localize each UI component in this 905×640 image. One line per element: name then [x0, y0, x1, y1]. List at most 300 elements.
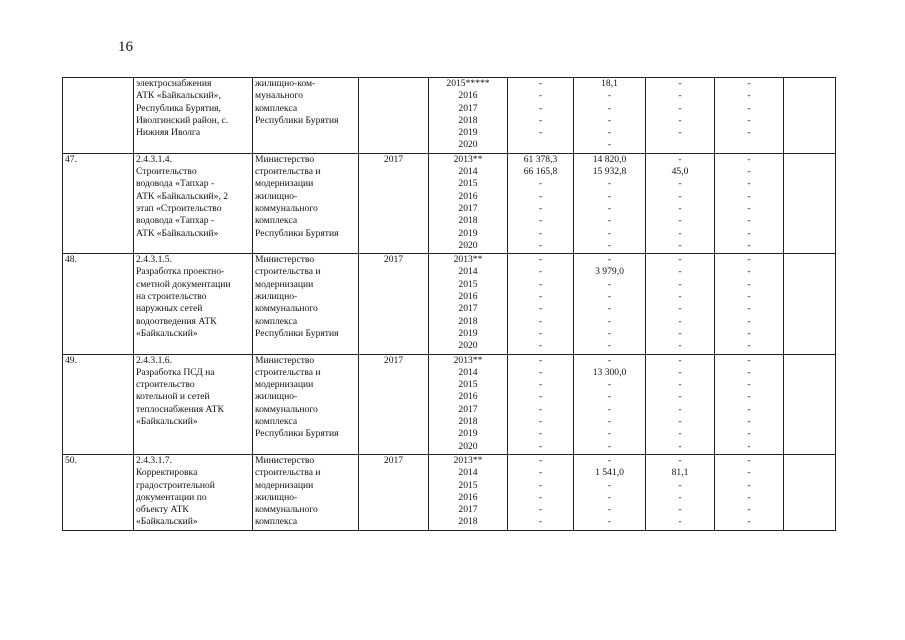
measure-name-line: АТК «Байкальский»,	[136, 90, 221, 102]
executor-cell	[253, 254, 359, 354]
value-b-line: -	[607, 428, 612, 440]
value-c-line: -	[678, 379, 682, 391]
value-c-cell	[646, 354, 715, 454]
measure-name-line: градостроительной	[136, 479, 215, 491]
executor-line: строительства и	[255, 266, 321, 278]
value-c-line: -	[678, 403, 682, 415]
value-b-line: -	[607, 90, 612, 102]
item-number: 50.	[65, 454, 77, 466]
value-d-line: -	[747, 454, 751, 466]
year-line: 2016	[458, 491, 478, 503]
value-b-line: -	[607, 391, 612, 403]
years-cell	[429, 254, 508, 354]
value-c-cell	[646, 454, 715, 530]
measure-name-line: сметной документации	[136, 278, 231, 290]
value-a-line: -	[538, 102, 543, 114]
value-c-cell	[646, 78, 715, 154]
value-d-line: -	[747, 239, 751, 251]
value-a-cell	[508, 354, 574, 454]
year-line: 2018	[458, 315, 478, 327]
year-line: 2013**	[453, 153, 483, 165]
table-row	[63, 153, 836, 253]
executor-line: Министерство	[255, 153, 315, 165]
page-number: 16	[118, 39, 133, 55]
executor-line: Республики Бурятия	[255, 428, 339, 440]
executor-line: модернизации	[255, 278, 314, 290]
year-line: 2017	[458, 303, 478, 315]
start-year: 2017	[383, 153, 404, 165]
year-line: 2020	[458, 340, 478, 352]
value-d-line: -	[747, 479, 751, 491]
value-a-line: -	[538, 467, 543, 479]
value-c-line: -	[678, 340, 682, 352]
value-b-line: -	[607, 327, 612, 339]
year-line: 2017	[458, 202, 478, 214]
year-line: 2015	[458, 278, 478, 290]
year-line: 2019	[458, 428, 478, 440]
year-line: 2013**	[453, 254, 483, 266]
measure-name-line: этап «Строительство	[136, 202, 222, 214]
value-c-line	[648, 139, 712, 151]
value-c-line: -	[678, 504, 682, 516]
executor-line: комплекса	[255, 516, 298, 528]
executor-line: Республики Бурятия	[255, 227, 339, 239]
value-a-line: -	[538, 428, 543, 440]
years-cell	[429, 153, 508, 253]
value-c-line: -	[678, 178, 682, 190]
value-d-line: -	[747, 227, 751, 239]
value-b-cell	[574, 354, 646, 454]
measure-name-cell	[134, 78, 253, 154]
start-year-cell	[359, 78, 429, 154]
value-c-line: 81,1	[671, 467, 689, 479]
measure-name-cell	[134, 254, 253, 354]
value-a-line: -	[538, 202, 543, 214]
value-d-line: -	[747, 504, 751, 516]
value-d-line: -	[747, 114, 751, 126]
executor-line: Министерство	[255, 354, 315, 366]
value-d-line: -	[747, 467, 751, 479]
value-c-line: -	[678, 491, 682, 503]
measure-name-line: Разработка проектно-	[136, 266, 225, 278]
year-line: 2015	[458, 479, 478, 491]
value-b-line: -	[607, 202, 612, 214]
measure-name-line: документации по	[136, 491, 207, 503]
item-number-cell	[63, 78, 134, 154]
measure-name-line: на строительство	[136, 291, 207, 303]
years-cell	[429, 78, 508, 154]
value-a-line: -	[538, 504, 543, 516]
executor-line: жилищно-	[255, 291, 298, 303]
measures-table	[62, 77, 836, 531]
measure-name-line: 2.4.3.1.7.	[136, 454, 172, 466]
value-a-line: -	[538, 516, 543, 528]
year-line: 2016	[458, 190, 478, 202]
executor-line: Республики Бурятия	[255, 114, 339, 126]
value-a-line: -	[538, 303, 543, 315]
value-b-line: -	[607, 491, 612, 503]
executor-line: Министерство	[255, 254, 315, 266]
value-d-line: -	[747, 303, 751, 315]
value-a-line: -	[538, 178, 543, 190]
value-b-line: -	[607, 479, 612, 491]
executor-line: мунального	[255, 90, 303, 102]
value-c-line: -	[678, 516, 682, 528]
measure-name-line: водовода «Тапхар -	[136, 178, 215, 190]
executor-line: коммунального	[255, 403, 318, 415]
start-year-cell	[359, 354, 429, 454]
value-a-line: -	[538, 190, 543, 202]
measure-name-line: АТК «Байкальский»	[136, 227, 219, 239]
value-c-line: -	[678, 190, 682, 202]
value-a-line	[510, 139, 571, 151]
value-d-line: -	[747, 254, 751, 266]
value-c-line: -	[678, 366, 682, 378]
measure-name-line: 2.4.3.1.5.	[136, 254, 172, 266]
value-d-line: -	[747, 215, 751, 227]
value-a-cell	[508, 153, 574, 253]
value-c-line: -	[678, 127, 682, 139]
value-b-line: -	[607, 440, 612, 452]
value-d-line: -	[747, 78, 751, 89]
measure-name-line: электроснабжения	[136, 78, 212, 89]
measure-name-line: объекту АТК	[136, 504, 189, 516]
value-a-line: -	[538, 254, 543, 266]
value-d-line: -	[747, 102, 751, 114]
value-c-line: -	[678, 153, 682, 165]
start-year-cell	[359, 454, 429, 530]
value-c-line: -	[678, 90, 682, 102]
measure-name-cell	[134, 354, 253, 454]
year-line: 2018	[458, 516, 478, 528]
year-line: 2020	[458, 440, 478, 452]
value-a-line: -	[538, 403, 543, 415]
value-c-line: 45,0	[671, 166, 689, 178]
empty-cell	[784, 254, 836, 354]
year-line: 2017	[458, 403, 478, 415]
table-row	[63, 254, 836, 354]
year-line: 2016	[458, 291, 478, 303]
executor-line: комплекса	[255, 416, 298, 428]
measure-name-line: Иволгинский район, с.	[136, 114, 229, 126]
start-year: 2017	[383, 254, 404, 266]
value-b-line: -	[607, 416, 612, 428]
value-b-line: -	[607, 215, 612, 227]
executor-line: коммунального	[255, 303, 318, 315]
value-a-line: -	[538, 278, 543, 290]
year-line: 2015	[458, 379, 478, 391]
year-line: 2014	[458, 467, 478, 479]
executor-line: строительства и	[255, 366, 321, 378]
value-a-cell	[508, 454, 574, 530]
value-d-line: -	[747, 178, 751, 190]
start-year-cell	[359, 153, 429, 253]
value-a-line: -	[538, 340, 543, 352]
value-a-line: -	[538, 90, 543, 102]
value-d-line: -	[747, 153, 751, 165]
year-line: 2014	[458, 366, 478, 378]
value-c-line: -	[678, 479, 682, 491]
empty-cell	[784, 78, 836, 154]
value-c-line: -	[678, 354, 682, 366]
item-number-cell	[63, 153, 134, 253]
value-b-cell	[574, 454, 646, 530]
value-c-line: -	[678, 303, 682, 315]
item-number-cell	[63, 354, 134, 454]
year-line: 2017	[458, 102, 478, 114]
value-b-line: -	[607, 303, 612, 315]
year-line: 2015	[458, 178, 478, 190]
measure-name-line: Республика Бурятия,	[136, 102, 221, 114]
item-number-cell	[63, 454, 134, 530]
measure-name-line: Нижняя Иволга	[136, 127, 201, 139]
year-line: 2016	[458, 90, 478, 102]
measure-name-line: теплоснабжения АТК	[136, 403, 224, 415]
executor-line: модернизации	[255, 178, 314, 190]
value-d-line: -	[747, 391, 751, 403]
value-b-line: -	[607, 127, 612, 139]
executor-line: комплекса	[255, 315, 298, 327]
value-b-line: -	[607, 379, 612, 391]
item-number: 49.	[65, 354, 77, 366]
executor-line: модернизации	[255, 379, 314, 391]
value-d-line	[717, 139, 781, 151]
value-d-cell	[715, 254, 784, 354]
value-d-line: -	[747, 340, 751, 352]
value-a-line: 61 378,3	[523, 153, 558, 165]
table-row	[63, 454, 836, 530]
value-d-line: -	[747, 291, 751, 303]
value-c-line: -	[678, 291, 682, 303]
year-line: 2013**	[453, 454, 483, 466]
years-cell	[429, 454, 508, 530]
year-line: 2017	[458, 504, 478, 516]
value-d-line: -	[747, 440, 751, 452]
executor-line: жилищно-	[255, 491, 298, 503]
year-line: 2016	[458, 391, 478, 403]
value-a-line: -	[538, 366, 543, 378]
value-c-line: -	[678, 114, 682, 126]
year-line: 2015*****	[446, 78, 490, 89]
year-line: 2014	[458, 266, 478, 278]
measure-name-line: АТК «Байкальский», 2	[136, 190, 229, 202]
table-row	[63, 354, 836, 454]
executor-line: комплекса	[255, 215, 298, 227]
value-a-line: -	[538, 440, 543, 452]
value-b-cell	[574, 78, 646, 154]
executor-line: Министерство	[255, 454, 315, 466]
year-line: 2019	[458, 327, 478, 339]
executor-cell	[253, 153, 359, 253]
value-c-line: -	[678, 227, 682, 239]
value-c-line: -	[678, 416, 682, 428]
value-b-line: 15 932,8	[592, 166, 627, 178]
value-c-line: -	[678, 428, 682, 440]
value-a-line: -	[538, 454, 543, 466]
value-d-line: -	[747, 366, 751, 378]
value-c-line: -	[678, 327, 682, 339]
empty-cell	[784, 454, 836, 530]
value-d-line: -	[747, 90, 751, 102]
measure-name-line: Строительство	[136, 166, 197, 178]
value-b-line: -	[607, 315, 612, 327]
executor-line: жилищно-	[255, 391, 298, 403]
years-cell	[429, 354, 508, 454]
value-b-line: -	[607, 102, 612, 114]
executor-cell	[253, 454, 359, 530]
value-a-line: -	[538, 491, 543, 503]
measure-name-line: Разработка ПСД на	[136, 366, 215, 378]
measure-name-line: 2.4.3.1.6.	[136, 354, 172, 366]
value-c-cell	[646, 254, 715, 354]
year-line: 2018	[458, 114, 478, 126]
value-b-line: 13 300,0	[592, 366, 627, 378]
value-d-line: -	[747, 491, 751, 503]
value-a-line: -	[538, 239, 543, 251]
empty-cell	[784, 354, 836, 454]
year-line: 2014	[458, 166, 478, 178]
value-c-line: -	[678, 440, 682, 452]
value-d-line: -	[747, 379, 751, 391]
value-b-line: -	[607, 454, 612, 466]
value-d-line: -	[747, 354, 751, 366]
value-c-line: -	[678, 454, 682, 466]
value-a-line: -	[538, 416, 543, 428]
executor-cell	[253, 354, 359, 454]
value-b-line: -	[607, 354, 612, 366]
value-a-line: -	[538, 266, 543, 278]
value-c-line: -	[678, 278, 682, 290]
value-d-line: -	[747, 190, 751, 202]
value-a-line: 66 165,8	[523, 166, 558, 178]
measure-name-line: водовода «Тапхар -	[136, 215, 215, 227]
executor-cell	[253, 78, 359, 154]
value-b-line: 18,1	[601, 78, 618, 89]
measure-name-line: наружных сетей	[136, 303, 203, 315]
item-number-cell	[63, 254, 134, 354]
executor-line: комплекса	[255, 102, 298, 114]
value-b-cell	[574, 153, 646, 253]
start-year: 2017	[383, 354, 404, 366]
table-body	[63, 78, 836, 531]
value-a-line: -	[538, 327, 543, 339]
executor-line: Республики Бурятия	[255, 327, 339, 339]
value-c-line: -	[678, 102, 682, 114]
executor-line: коммунального	[255, 202, 318, 214]
value-b-cell	[574, 254, 646, 354]
year-line: 2019	[458, 227, 478, 239]
value-b-line: -	[607, 254, 612, 266]
value-a-line: -	[538, 315, 543, 327]
year-line: 2013**	[453, 354, 483, 366]
item-number: 47.	[65, 153, 77, 165]
value-c-line: -	[678, 239, 682, 251]
measure-name-line: «Байкальский»	[136, 327, 198, 339]
measure-name-line: водоотведения АТК	[136, 315, 217, 327]
measure-name-line: котельной и сетей	[136, 391, 210, 403]
value-d-cell	[715, 354, 784, 454]
value-c-line: -	[678, 266, 682, 278]
executor-line: коммунального	[255, 504, 318, 516]
value-b-line: -	[607, 291, 612, 303]
year-line: 2019	[458, 127, 478, 139]
value-d-line: -	[747, 127, 751, 139]
value-d-line: -	[747, 315, 751, 327]
value-d-line: -	[747, 266, 751, 278]
value-d-cell	[715, 454, 784, 530]
executor-line: модернизации	[255, 479, 314, 491]
value-c-line: -	[678, 215, 682, 227]
value-d-cell	[715, 78, 784, 154]
value-b-line: 14 820,0	[592, 153, 627, 165]
value-c-cell	[646, 153, 715, 253]
value-a-line: -	[538, 78, 543, 89]
start-year: 2017	[383, 454, 404, 466]
year-line: 2020	[458, 139, 478, 151]
value-b-line: -	[607, 340, 612, 352]
value-a-line: -	[538, 391, 543, 403]
measure-name-line: «Байкальский»	[136, 416, 198, 428]
value-c-line: -	[678, 78, 682, 89]
value-a-line: -	[538, 227, 543, 239]
value-a-line: -	[538, 114, 543, 126]
value-c-line: -	[678, 391, 682, 403]
value-d-line: -	[747, 202, 751, 214]
executor-line: строительства и	[255, 467, 321, 479]
empty-cell	[784, 153, 836, 253]
value-d-line: -	[747, 403, 751, 415]
executor-line: жилищно-	[255, 190, 298, 202]
value-b-line: -	[607, 403, 612, 415]
measure-name-line: строительство	[136, 379, 195, 391]
table-row	[63, 78, 836, 154]
value-b-line: -	[607, 278, 612, 290]
year-line: 2018	[458, 215, 478, 227]
value-d-line: -	[747, 516, 751, 528]
measure-name-line: Корректировка	[136, 467, 198, 479]
value-b-line: -	[607, 178, 612, 190]
value-d-cell	[715, 153, 784, 253]
value-d-line: -	[747, 278, 751, 290]
year-line: 2020	[458, 239, 478, 251]
value-c-line: -	[678, 254, 682, 266]
executor-line: жилищно-ком-	[255, 78, 316, 89]
value-a-line: -	[538, 127, 543, 139]
measure-name-line: 2.4.3.1.4.	[136, 153, 172, 165]
value-a-line: -	[538, 354, 543, 366]
value-a-line: -	[538, 291, 543, 303]
item-number: 48.	[65, 254, 77, 266]
value-a-line: -	[538, 215, 543, 227]
start-year-cell	[359, 254, 429, 354]
value-b-line: -	[607, 516, 612, 528]
value-b-line: -	[607, 504, 612, 516]
value-b-line: -	[607, 114, 612, 126]
value-b-line: -	[607, 239, 612, 251]
value-b-line: 1 541,0	[595, 467, 624, 479]
value-c-line: -	[678, 202, 682, 214]
value-d-line: -	[747, 166, 751, 178]
measure-name-cell	[134, 454, 253, 530]
value-a-line: -	[538, 379, 543, 391]
value-b-line: -	[607, 139, 612, 151]
value-b-line: -	[607, 190, 612, 202]
year-line: 2018	[458, 416, 478, 428]
value-a-cell	[508, 254, 574, 354]
value-a-line: -	[538, 479, 543, 491]
value-d-line: -	[747, 327, 751, 339]
measure-name-line: «Байкальский»	[136, 516, 198, 528]
